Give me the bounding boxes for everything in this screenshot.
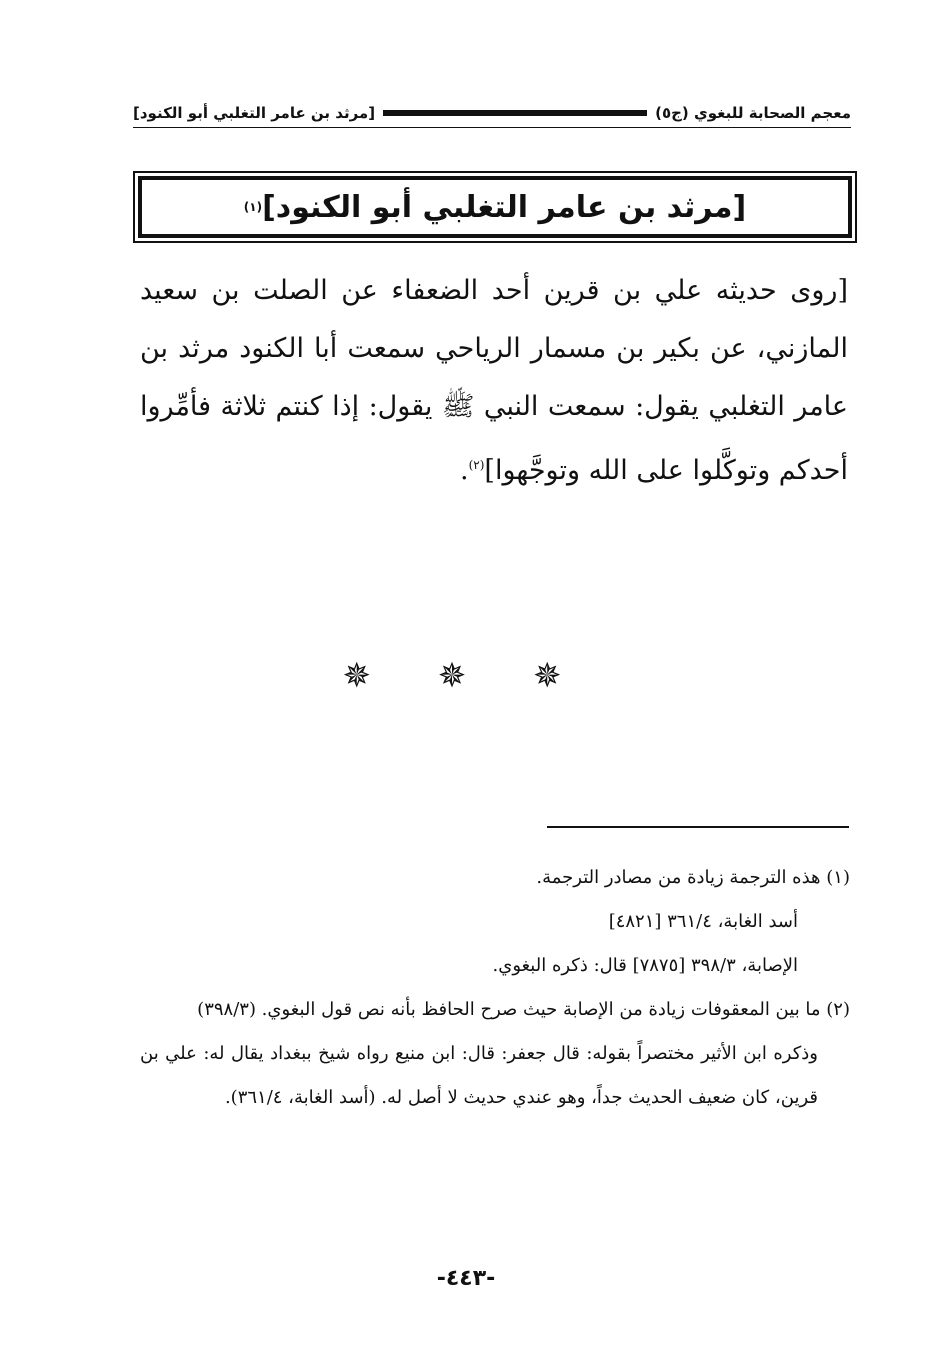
entry-title-frame	[133, 171, 857, 243]
header-underline	[133, 127, 851, 128]
entry-footnote-ref: (٢)	[468, 458, 485, 472]
section-separator: ✵ ✵ ✵	[342, 656, 590, 696]
footnote-1-source-1: أسد الغابة، ٣٦١/٤ [٤٨٢١]	[608, 911, 798, 932]
entry-title: [مرثد بن عامر التغلبي أبو الكنود]	[262, 189, 747, 225]
entry-body	[140, 262, 848, 500]
entry-title-box	[138, 176, 852, 238]
footnote-2-continuation: وذكره ابن الأثير مختصراً بقوله: قال جعفر: قال: ابن منيع رواه شيخ ببغداد يقال له: علي بن قرين، كان ضعيف الحديث جداً، وهو عندي حديث لا أصل له. (أسد الغابة، ٣٦١/٤).	[140, 1043, 818, 1108]
header-rule	[383, 110, 647, 116]
footnotes	[140, 856, 850, 1120]
page-number: -٤٤٣-	[436, 1266, 496, 1291]
entry-title-footnote-ref: (١)	[243, 200, 263, 214]
entry-text-end: .	[460, 455, 469, 486]
header-book-title: معجم الصحابة للبغوي (ج٥)	[655, 104, 851, 122]
running-header	[133, 96, 851, 130]
footnote-2: (٢) ما بين المعقوفات زيادة من الإصابة حيث صرح الحافظ بأنه نص قول البغوي. (٣٩٨/٣)	[197, 999, 850, 1020]
header-entry-title: [مرثد بن عامر التغلبي أبو الكنود]	[133, 104, 376, 122]
footnote-rule	[547, 826, 849, 828]
entry-text: [روى حديثه علي بن قرين أحد الضعفاء عن الصلت بن سعيد المازني، عن بكير بن مسمار الرياحي سمعت أبا الكنود مرثد بن عامر التغلبي يقول: سمعت النبي ﷺ يقول: إذا كنتم ثلاثة فأمِّروا أحدكم وتوكَّلوا على الله وتوجَّهوا]	[140, 275, 848, 486]
footnote-1-source-2: الإصابة، ٣٩٨/٣ [٧٨٧٥] قال: ذكره البغوي.	[492, 955, 798, 976]
footnote-1: (١) هذه الترجمة زيادة من مصادر الترجمة.	[536, 867, 850, 888]
